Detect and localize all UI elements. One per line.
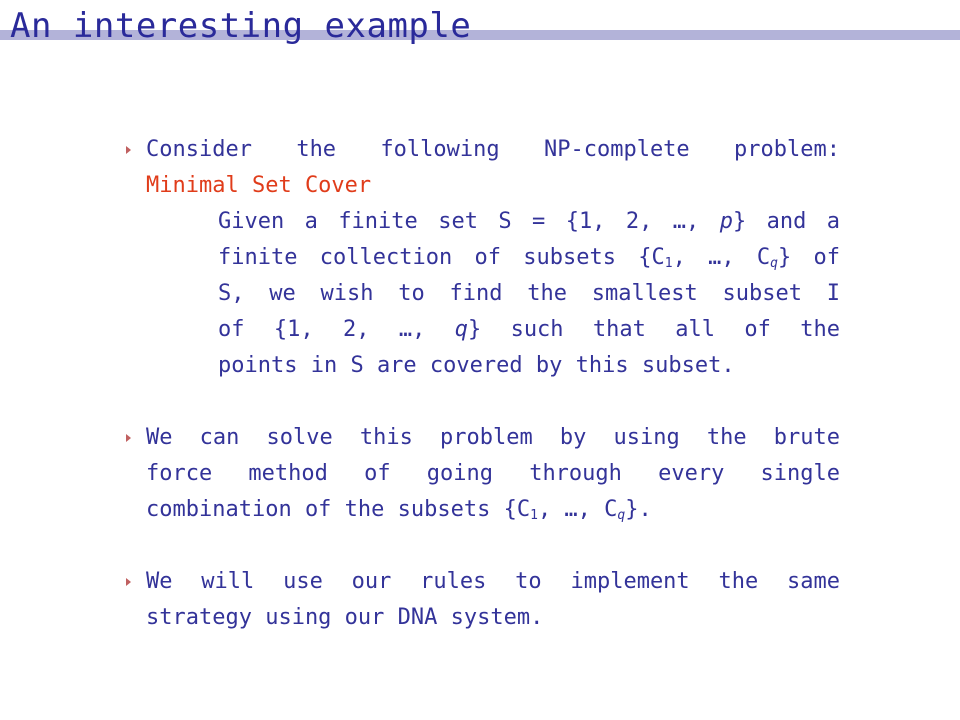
bullet-item-set-cover bbox=[120, 132, 840, 384]
text-line: We will use our rules to implement the same bbox=[146, 569, 840, 594]
bullet-item-brute-force bbox=[120, 420, 840, 528]
text-line: Consider the following NP-complete problem: bbox=[146, 137, 840, 162]
text-line: combination of the subsets {$C_1$, …, $C_q$}. bbox=[146, 497, 652, 523]
text-line: S, we wish to find the smallest subset I bbox=[218, 281, 840, 306]
text-line: strategy using our DNA system. bbox=[146, 605, 544, 630]
text-line: force method of going through every single bbox=[146, 461, 840, 486]
bullet-item-dna-strategy bbox=[120, 564, 840, 636]
bullet-arrow-icon bbox=[126, 434, 131, 442]
text-line: We can solve this problem by using the brute bbox=[146, 425, 840, 450]
slide-content bbox=[120, 132, 840, 636]
text-line: of {1, 2, …, q} such that all of the bbox=[218, 317, 840, 342]
bullet-arrow-icon bbox=[126, 146, 131, 154]
text-line: Given a finite set S = {1, 2, …, p} and a bbox=[218, 209, 841, 234]
text-line: finite collection of subsets {$C_1$, …, $C_q$} of bbox=[218, 245, 840, 271]
problem-name: Minimal Set Cover bbox=[146, 173, 372, 198]
text-line: points in S are covered by this subset. bbox=[218, 353, 735, 378]
bullet-arrow-icon bbox=[126, 578, 131, 586]
slide-title: An interesting example bbox=[10, 6, 472, 46]
problem-definition bbox=[218, 204, 840, 384]
